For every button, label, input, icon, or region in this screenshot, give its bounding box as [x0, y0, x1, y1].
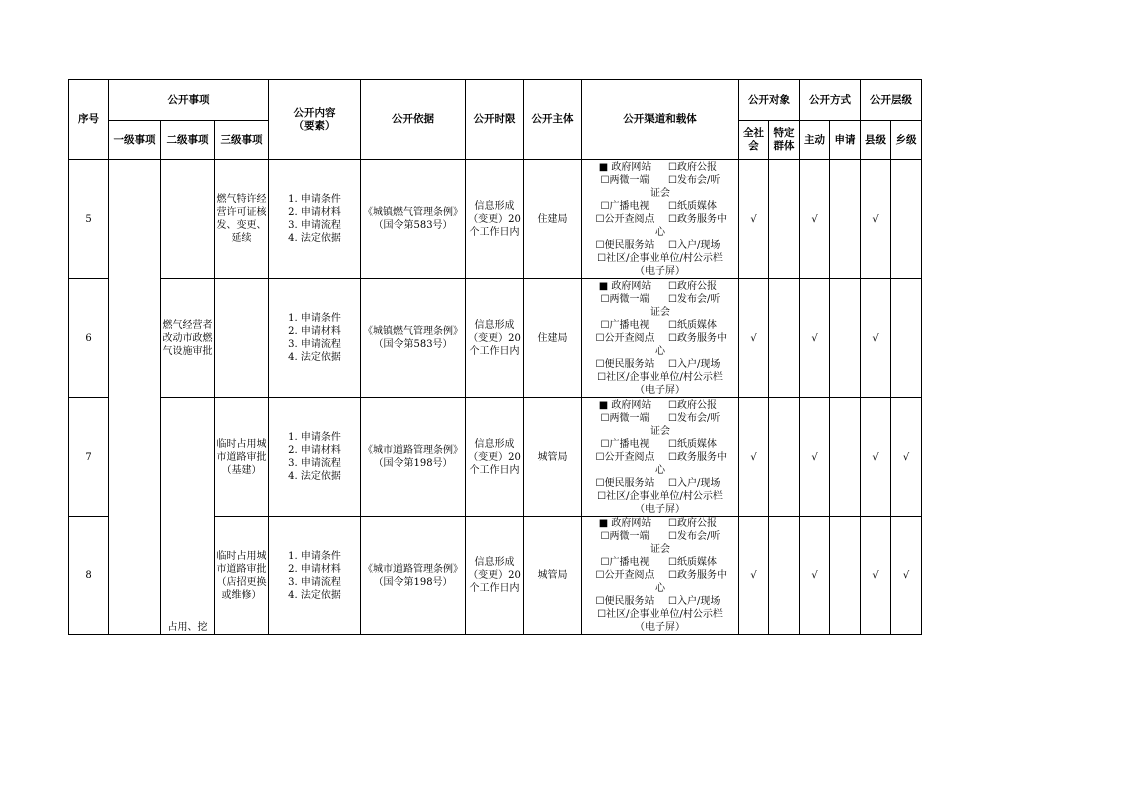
- method-request-mark: [830, 160, 861, 279]
- content-item: 1. 申请条件: [288, 550, 341, 562]
- level-county-mark: √: [861, 517, 891, 635]
- header-level-group: 公开层级: [861, 80, 922, 121]
- level3-cell: 临时占用城市道路审批（基建）: [215, 398, 269, 517]
- header-target-all: 全社会: [739, 121, 769, 160]
- content-item: 3. 申请流程: [288, 220, 341, 231]
- basis-cell: 《城镇燃气管理条例》（国令第583号）: [361, 160, 466, 279]
- content-item: 4. 法定依据: [288, 589, 341, 601]
- basis-cell: 《城市道路管理条例》（国令第198号）: [361, 398, 466, 517]
- header-level-town: 乡级: [891, 121, 922, 160]
- content-item: 4. 法定依据: [288, 233, 341, 244]
- method-request-mark: [830, 517, 861, 635]
- content-list: [269, 160, 361, 279]
- target-specific-mark: [769, 398, 800, 517]
- channels-cell: ■ 政府网站 ☐政府公报 ☐两微一端 ☐发布会/听 证会 ☐广播电视 ☐纸质媒体 ☐公开查阅点 ☐政务服务中 心 ☐便民服务站 ☐入户/现场 ☐社区/企事业单位/村公示栏 （电子屏）: [582, 398, 739, 517]
- header-level2: 二级事项: [161, 121, 215, 160]
- header-method-active: 主动: [800, 121, 830, 160]
- content-item: 4. 法定依据: [288, 471, 341, 482]
- target-all-mark: √: [739, 517, 769, 635]
- content-item: 3. 申请流程: [288, 339, 341, 350]
- content-item: 4. 法定依据: [288, 352, 341, 363]
- basis-cell: 《城镇燃气管理条例》（国令第583号）: [361, 279, 466, 398]
- header-level1: 一级事项: [109, 121, 161, 160]
- level1-cell: [109, 160, 161, 635]
- content-item: 3. 申请流程: [288, 458, 341, 469]
- subject-cell: 城管局: [524, 517, 582, 635]
- subject-cell: 住建局: [524, 160, 582, 279]
- header-target-group: 公开对象: [739, 80, 800, 121]
- time-limit-cell: 信息形成（变更）20个工作日内: [466, 160, 524, 279]
- content-item: 2. 申请材料: [288, 563, 341, 575]
- target-specific-mark: [769, 279, 800, 398]
- header-method-request: 申请: [830, 121, 861, 160]
- level3-cell: 临时占用城市道路审批（店招更换或维修）: [215, 517, 269, 635]
- content-list: [269, 398, 361, 517]
- table-row: [69, 279, 922, 398]
- level2-cell: 燃气经营者改动市政燃气设施审批: [161, 279, 215, 398]
- header-level3: 三级事项: [215, 121, 269, 160]
- disclosure-table: [68, 79, 922, 635]
- method-request-mark: [830, 279, 861, 398]
- level3-cell: [215, 279, 269, 398]
- content-item: 2. 申请材料: [288, 326, 341, 337]
- content-item: 1. 申请条件: [288, 194, 341, 205]
- content-item: 3. 申请流程: [288, 576, 341, 588]
- method-active-mark: √: [800, 160, 830, 279]
- subject-cell: 城管局: [524, 398, 582, 517]
- header-basis: 公开依据: [361, 80, 466, 160]
- level-county-mark: √: [861, 279, 891, 398]
- method-active-mark: √: [800, 279, 830, 398]
- content-list: [269, 517, 361, 635]
- header-subject: 公开主体: [524, 80, 582, 160]
- content-item: 2. 申请材料: [288, 207, 341, 218]
- row-seq: 6: [69, 279, 109, 398]
- header-time-limit: 公开时限: [466, 80, 524, 160]
- row-seq: 7: [69, 398, 109, 517]
- time-limit-cell: 信息形成（变更）20个工作日内: [466, 517, 524, 635]
- table-row: [69, 160, 922, 279]
- target-all-mark: √: [739, 160, 769, 279]
- header-target-specific: 特定群体: [769, 121, 800, 160]
- header-content: 公开内容 （要素）: [269, 80, 361, 160]
- level-county-mark: √: [861, 398, 891, 517]
- time-limit-cell: 信息形成（变更）20个工作日内: [466, 279, 524, 398]
- level-county-mark: √: [861, 160, 891, 279]
- content-item: 1. 申请条件: [288, 432, 341, 443]
- row-seq: 5: [69, 160, 109, 279]
- level2-cell: 占用、挖: [161, 398, 215, 635]
- level-town-mark: √: [891, 517, 922, 635]
- level-town-mark: √: [891, 398, 922, 517]
- content-list: [269, 279, 361, 398]
- header-channel: 公开渠道和载体: [582, 80, 739, 160]
- target-all-mark: √: [739, 279, 769, 398]
- header-items-group: 公开事项: [109, 80, 269, 121]
- channels-cell: ■ 政府网站 ☐政府公报 ☐两微一端 ☐发布会/听 证会 ☐广播电视 ☐纸质媒体 ☐公开查阅点 ☐政务服务中 心 ☐便民服务站 ☐入户/现场 ☐社区/企事业单位/村公示栏 （电子屏）: [582, 160, 739, 279]
- header-seq: 序号: [69, 80, 109, 160]
- time-limit-cell: 信息形成（变更）20个工作日内: [466, 398, 524, 517]
- level-town-mark: [891, 160, 922, 279]
- target-specific-mark: [769, 517, 800, 635]
- level3-cell: 燃气特许经营许可证核发、变更、延续: [215, 160, 269, 279]
- content-item: 1. 申请条件: [288, 313, 341, 324]
- target-specific-mark: [769, 160, 800, 279]
- subject-cell: 住建局: [524, 279, 582, 398]
- target-all-mark: √: [739, 398, 769, 517]
- method-request-mark: [830, 398, 861, 517]
- header-method-group: 公开方式: [800, 80, 861, 121]
- method-active-mark: √: [800, 398, 830, 517]
- table-row: [69, 398, 922, 517]
- basis-cell: 《城市道路管理条例》（国令第198号）: [361, 517, 466, 635]
- row-seq: 8: [69, 517, 109, 635]
- method-active-mark: √: [800, 517, 830, 635]
- level2-cell: [161, 160, 215, 279]
- channels-cell: ■ 政府网站 ☐政府公报 ☐两微一端 ☐发布会/听 证会 ☐广播电视 ☐纸质媒体 ☐公开查阅点 ☐政务服务中 心 ☐便民服务站 ☐入户/现场 ☐社区/企事业单位/村公示栏 （电子屏）: [582, 517, 739, 635]
- channels-cell: ■ 政府网站 ☐政府公报 ☐两微一端 ☐发布会/听 证会 ☐广播电视 ☐纸质媒体 ☐公开查阅点 ☐政务服务中 心 ☐便民服务站 ☐入户/现场 ☐社区/企事业单位/村公示栏 （电子屏）: [582, 279, 739, 398]
- level-town-mark: [891, 279, 922, 398]
- content-item: 2. 申请材料: [288, 445, 341, 456]
- header-level-county: 县级: [861, 121, 891, 160]
